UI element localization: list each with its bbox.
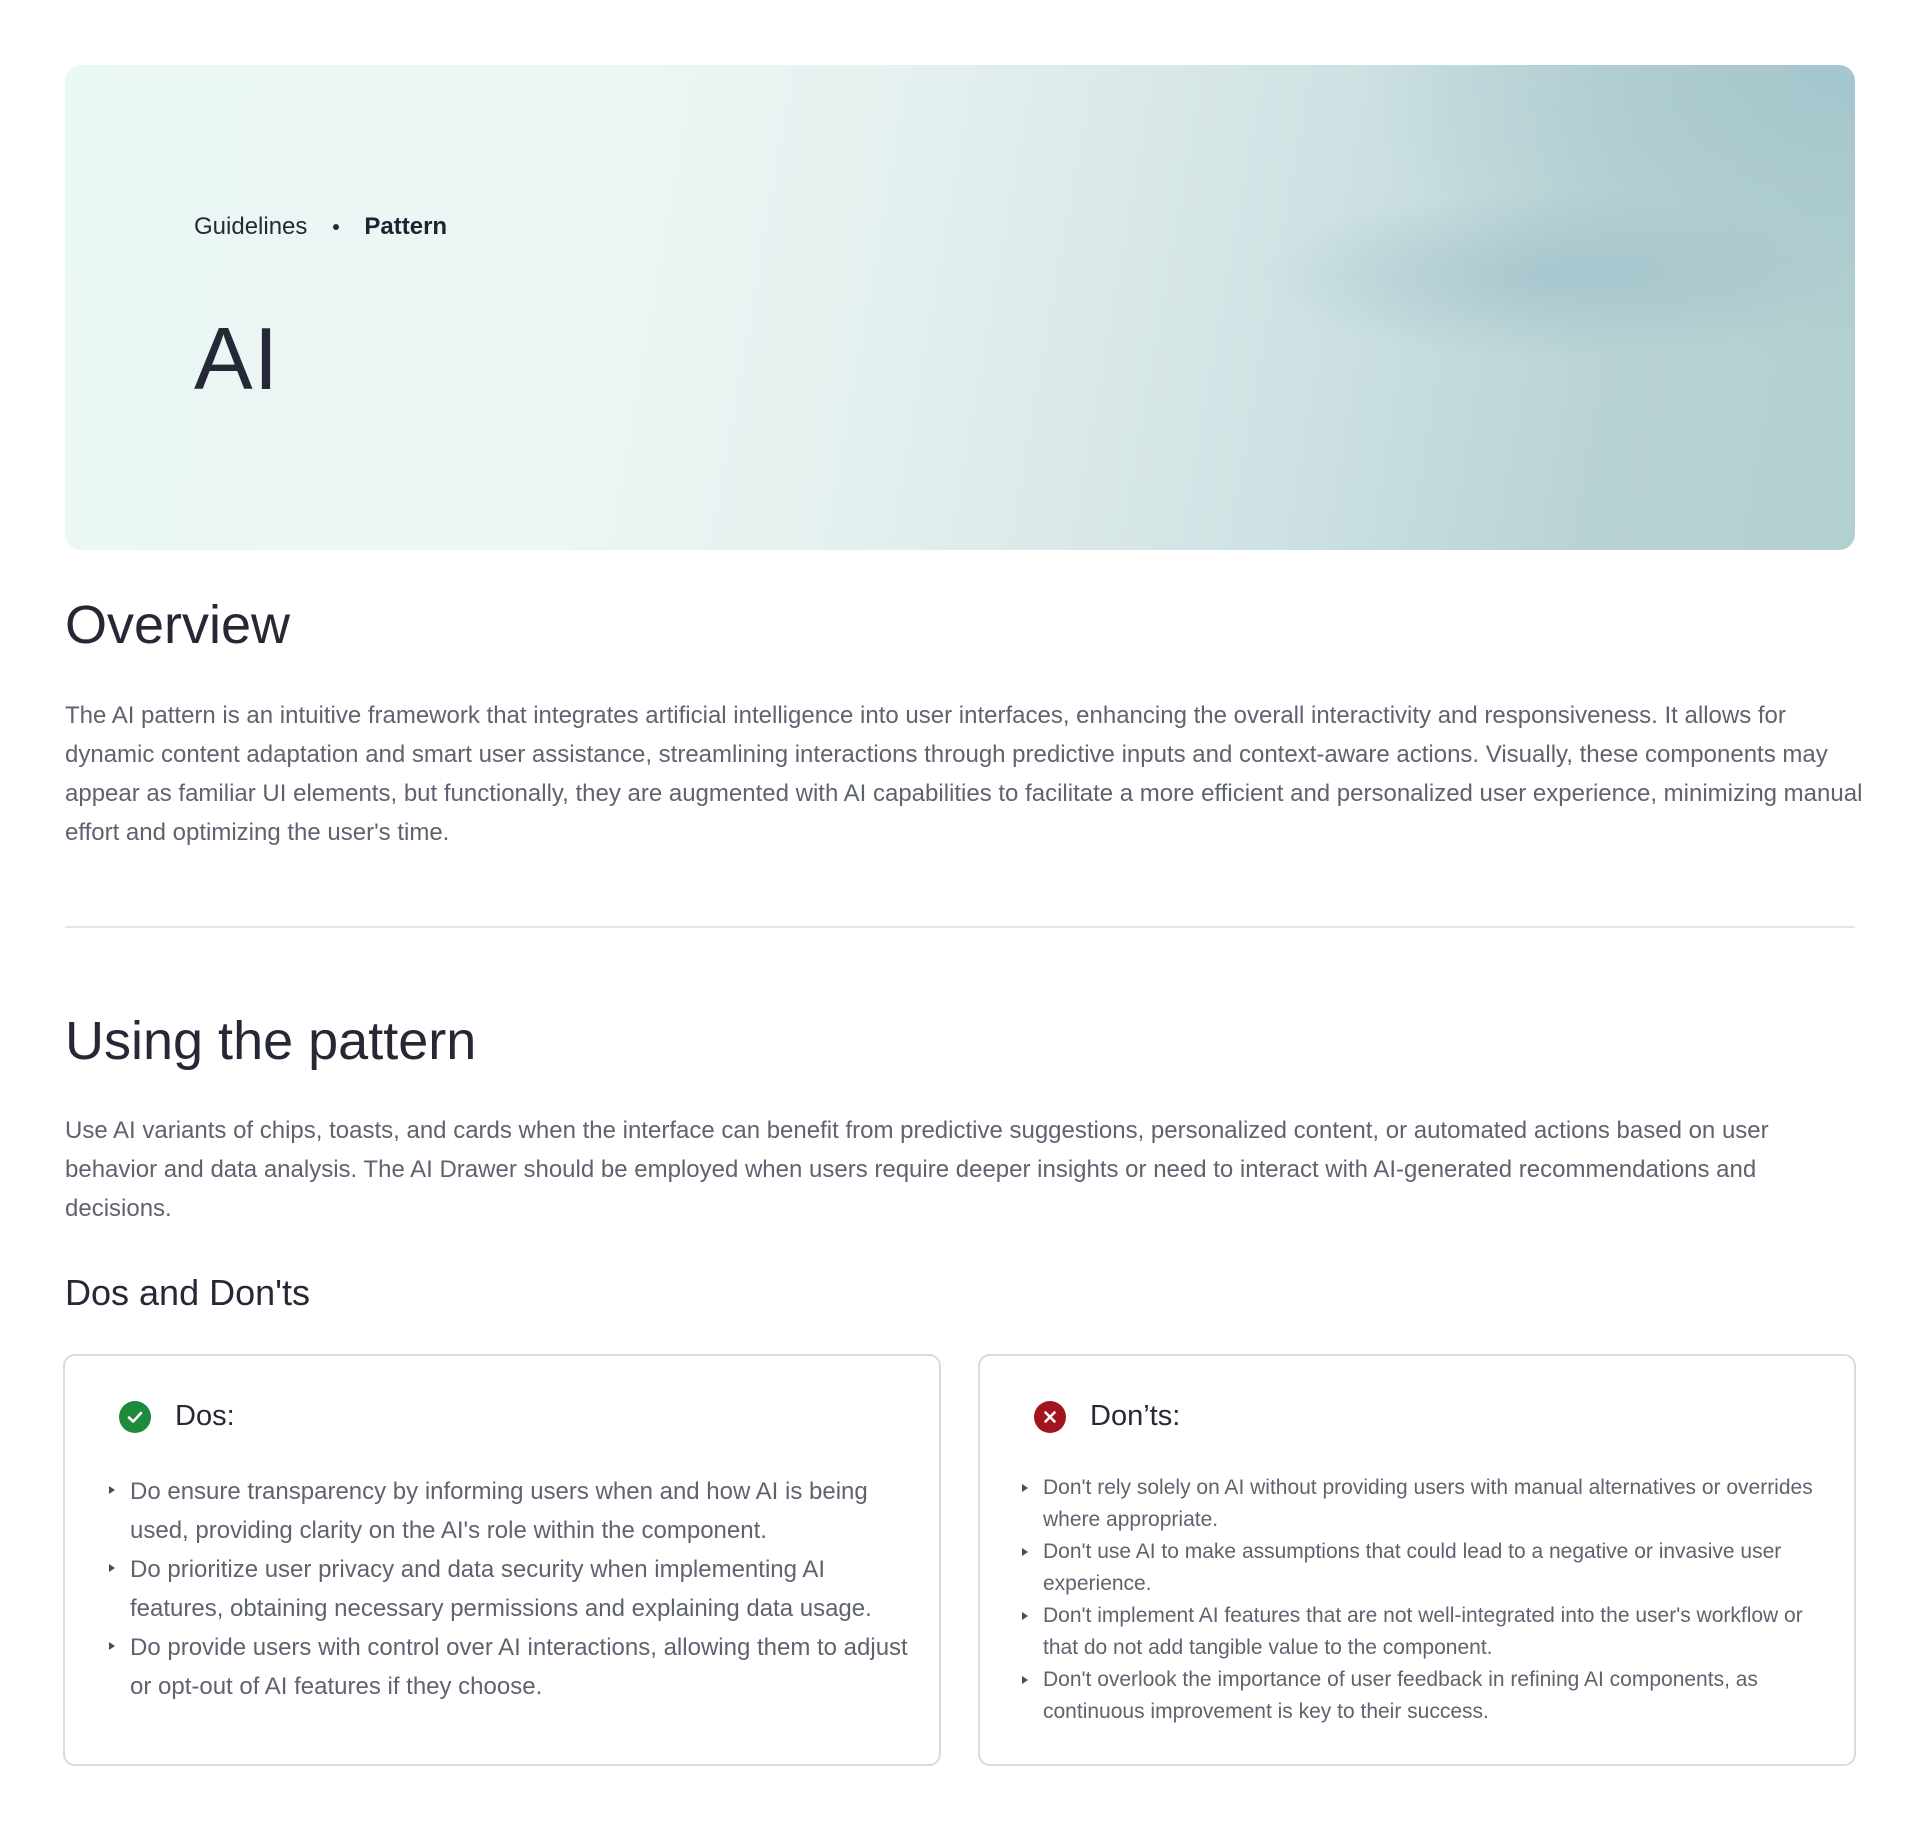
donts-list-item: Don't overlook the importance of user feedback in refining AI components, as continuous improvement is key to their success. xyxy=(1020,1664,1840,1728)
donts-list xyxy=(1020,1472,1840,1728)
overview-heading: Overview xyxy=(65,595,291,655)
hero-banner xyxy=(65,65,1855,550)
dos-card-header xyxy=(119,1400,235,1433)
dos-list-item: Do ensure transparency by informing users when and how AI is being used, providing clarity on the AI's role within the component. xyxy=(107,1472,917,1550)
section-divider xyxy=(65,926,1855,928)
donts-card-header xyxy=(1034,1400,1180,1433)
breadcrumb xyxy=(194,213,447,241)
donts-label: Don’ts: xyxy=(1090,1400,1181,1432)
donts-card xyxy=(978,1354,1856,1766)
dos-list-item: Do provide users with control over AI interactions, allowing them to adjust or opt-out of AI features if they choose. xyxy=(107,1628,917,1706)
dos-label: Dos: xyxy=(175,1400,235,1432)
donts-list-item: Don't implement AI features that are not well-integrated into the user's workflow or that do not add tangible value to the component. xyxy=(1020,1600,1840,1664)
using-pattern-heading: Using the pattern xyxy=(65,1011,477,1071)
overview-text: The AI pattern is an intuitive framework that integrates artificial intelligence into user interfaces, enhancing the overall interactivity and responsiveness. It allows for dynamic content adaptation and smart user assistance, streamlining interactions through predictive inputs and context-aware actions. Visually, these components may appear as familiar UI elements, but functionally, they are augmented with AI capabilities to facilitate a more efficient and personalized user experience, minimizing manual effort and optimizing the user's time. xyxy=(65,702,1863,846)
breadcrumb-current: Pattern xyxy=(364,213,448,240)
check-circle-icon xyxy=(119,1401,151,1433)
page-title: AI xyxy=(194,309,280,408)
breadcrumb-separator xyxy=(333,224,339,230)
donts-list-item: Don't use AI to make assumptions that could lead to a negative or invasive user experience. xyxy=(1020,1536,1840,1600)
dos-list-item: Do prioritize user privacy and data security when implementing AI features, obtaining necessary permissions and explaining data usage. xyxy=(107,1550,917,1628)
using-pattern-text: Use AI variants of chips, toasts, and cards when the interface can benefit from predictive suggestions, personalized content, or automated actions based on user behavior and data analysis. The AI Drawer should be employed when users require deeper insights or need to interact with AI-generated recommendations and decisions. xyxy=(65,1117,1769,1222)
donts-list-item: Don't rely solely on AI without providing users with manual alternatives or overrides where appropriate. xyxy=(1020,1472,1840,1536)
dos-list xyxy=(107,1472,917,1706)
breadcrumb-guidelines-link[interactable]: Guidelines xyxy=(194,213,308,240)
dos-card xyxy=(63,1354,941,1766)
x-circle-icon xyxy=(1034,1401,1066,1433)
dos-donts-heading: Dos and Don'ts xyxy=(65,1272,311,1313)
